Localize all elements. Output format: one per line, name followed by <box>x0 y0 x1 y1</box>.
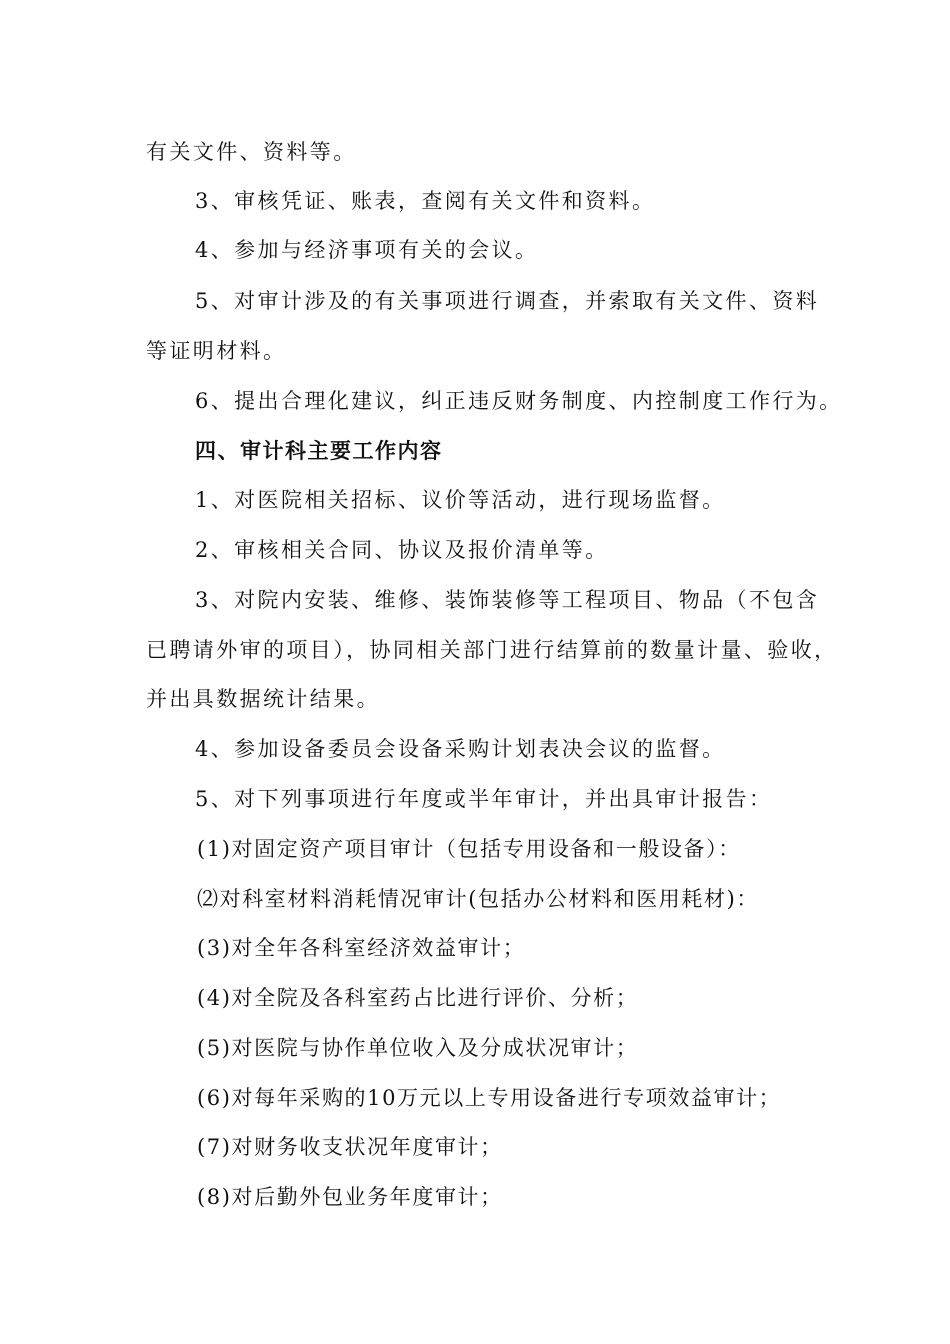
list-item-2: ⑵对科室材料消耗情况审计(包括办公材料和医用耗材)： <box>197 887 759 911</box>
paragraph-line-12: 并出具数据统计结果。 <box>146 687 380 711</box>
paragraph-line-2: 3、审核凭证、账表，查阅有关文件和资料。 <box>195 189 656 213</box>
paragraph-line-1: 有关文件、资料等。 <box>146 140 357 164</box>
list-item-3: (3)对全年各科室经济效益审计； <box>197 936 526 960</box>
paragraph-line-11: 已聘请外审的项目），协同相关部门进行结算前的数量计量、验收， <box>146 638 838 662</box>
list-item-7: (7)对财务收支状况年度审计； <box>197 1135 503 1159</box>
paragraph-line-13: 4、参加设备委员会设备采购计划表决会议的监督。 <box>195 737 726 761</box>
paragraph-line-10: 3、对院内安装、维修、装饰装修等工程项目、物品（不包含 <box>195 588 820 612</box>
paragraph-line-3: 4、参加与经济事项有关的会议。 <box>195 238 539 262</box>
paragraph-line-6: 6、提出合理化建议，纠正违反财务制度、内控制度工作行为。 <box>195 389 843 413</box>
section-heading: 四、审计科主要工作内容 <box>195 439 443 463</box>
list-item-8: (8)对后勤外包业务年度审计； <box>197 1185 503 1209</box>
paragraph-line-14: 5、对下列事项进行年度或半年审计，并出具审计报告： <box>195 787 773 811</box>
list-item-5: (5)对医院与协作单位收入及分成状况审计； <box>197 1036 639 1060</box>
list-item-1: (1)对固定资产项目审计（包括专用设备和一般设备）： <box>197 837 741 861</box>
list-item-4: (4)对全院及各科室药占比进行评价、分析； <box>197 986 639 1010</box>
paragraph-line-4: 5、对审计涉及的有关事项进行调查，并索取有关文件、资料 <box>195 289 820 313</box>
list-item-6: (6)对每年采购的10万元以上专用设备进行专项效益审计； <box>197 1086 782 1110</box>
paragraph-line-8: 1、对医院相关招标、议价等活动，进行现场监督。 <box>195 488 726 512</box>
paragraph-line-9: 2、审核相关合同、协议及报价清单等。 <box>195 538 609 562</box>
paragraph-line-5: 等证明材料。 <box>146 339 287 363</box>
